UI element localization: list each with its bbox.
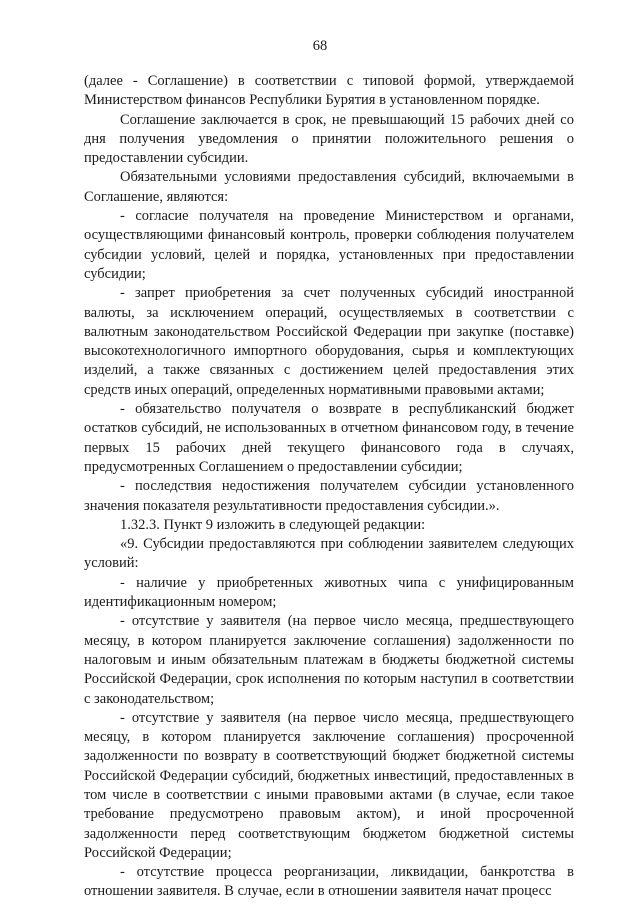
paragraph-clause-heading: 1.32.3. Пункт 9 изложить в следующей редакции:: [120, 516, 426, 533]
paragraph-mandatory-conditions: Обязательными условиями предоставления субсидий, включаемыми в Соглашение, являются:: [84, 169, 574, 205]
list-item-no-reorganization: - отсутствие процесса реорганизации, ликвидации, банкротства в отношении заявителя. В случае, если в отношении заявителя начат процесс: [84, 864, 574, 900]
list-item-consequences: - последствия недостижения получателем субсидии установленного значения показателя результативности предоставления субсидии.».: [84, 478, 574, 514]
paragraph-continuation: (далее - Соглашение) в соответствии с типовой формой, утверждаемой Министерством финансов Республики Бурятия в установленном порядке.: [84, 73, 574, 109]
list-item-refund-obligation: - обязательство получателя о возврате в республиканский бюджет остатков субсидий, не использованных в отчетном финансовом году, в течение первых 15 рабочих дней текущего финансового года в случаях, предусмотренных Соглашением о предоставлении субсидии;: [84, 401, 574, 475]
list-item-no-overdue-debt: - отсутствие у заявителя (на первое число месяца, предшествующего месяцу, в котором планируется заключение соглашения) просроченной задолженности по возврату в соответствующий бюджет бюджетной системы Российской Федерации субсидий, бюджетных инвестиций, предоставленных в том числе в соответствии с иными правовыми актами (в случае, если такое требование предусмотрено правовым актом), и иной просроченной задолженности перед соответствующим бюджетом бюджетной системы Российской Федерации;: [84, 709, 574, 861]
list-item-no-tax-debt: - отсутствие у заявителя (на первое число месяца, предшествующего месяцу, в котором планируется заключение соглашения) задолженности по налоговым и иным обязательным платежам в бюджеты бюджетной системы Российской Федерации, срок исполнения по которым наступил в соответствии с законодательством;: [84, 613, 574, 707]
list-item-consent: - согласие получателя на проведение Министерством и органами, осуществляющими финансовый контроль, проверки соблюдения получателем субсидии условий, целей и порядка, установленных при предоставлении субсидии;: [84, 208, 574, 282]
document-body: [84, 72, 574, 902]
list-item-chip: - наличие у приобретенных животных чипа с унифицированным идентификационным номером;: [84, 574, 574, 611]
list-item-currency-ban: - запрет приобретения за счет полученных субсидий иностранной валюты, за исключением операций, осуществляемых в соответствии с валютным законодательством Российской Федерации при закупке (поставке) высокотехнологичного импортного оборудования, сырья и комплектующих изделий, а также связанных с достижением целей предоставления этих средств иных операций, определенных нормативными правовыми актами;: [84, 285, 574, 398]
paragraph-clause-9: «9. Субсидии предоставляются при соблюдении заявителем следующих условий:: [84, 536, 574, 572]
paragraph-agreement-term: Соглашение заключается в срок, не превышающий 15 рабочих дней со дня получения уведомления о принятии положительного решения о предоставлении субсидии.: [84, 111, 574, 167]
page-number: 68: [312, 38, 328, 54]
